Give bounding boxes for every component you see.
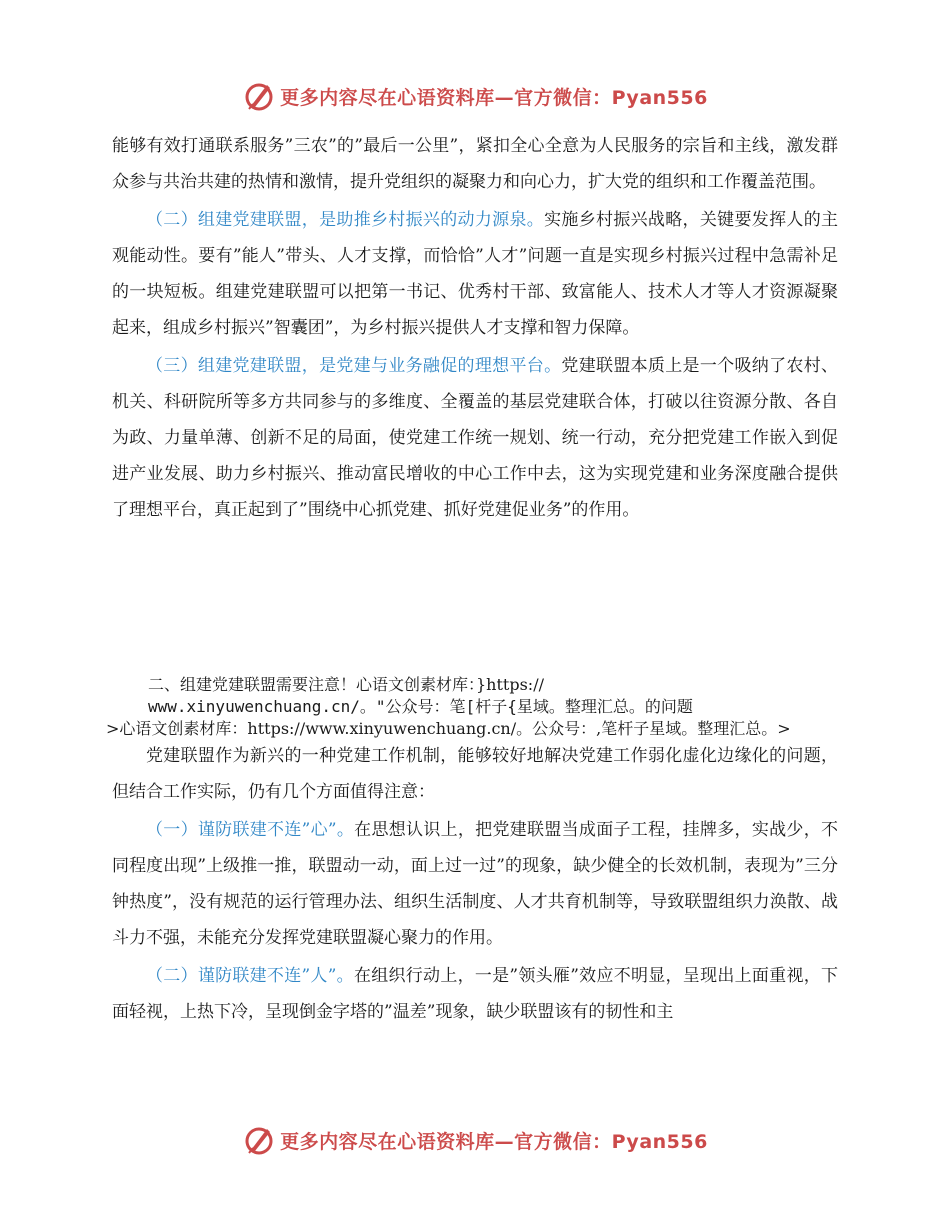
banner-text: 更多内容尽在心语资料库—官方微信：Pyan556 [280,1130,708,1153]
paragraph-6-heading: （二）谨防联建不连”人”。 [146,966,354,986]
section-two-heading-line-2: www.xinyuwenchuang.cn/。"公众号：笔[杆子{星域。整理汇总。的问题 [148,697,693,716]
section-two-heading-line-3: >心语文创素材库：https://www.xinyuwenchuang.cn/。公众号：,笔杆子星域。整理汇总。> [106,719,791,738]
quill-logo-icon [242,79,276,113]
paragraph-6-body: 在组织行动上，一是”领头雁”效应不明显，呈现出上面重视，下面轻视，上热下冷，呈现倒金字塔的”温差”现象，缺少联盟该有的韧性和主 [112,966,838,1022]
document-body-top [112,128,838,528]
paragraph-3 [112,348,838,528]
paragraph-6 [112,958,838,1030]
paragraph-2-body: 实施乡村振兴战略，关键要发挥人的主观能动性。要有”能人”带头、人才支撑，而恰恰”人才”问题一直是实现乡村振兴过程中急需补足的一块短板。组建党建联盟可以把第一书记、优秀村干部、致富能人、技术人才等人才资源凝聚起来，组成乡村振兴”智囊团”，为乡村振兴提供人才支撑和智力保障。 [112,210,839,338]
paragraph-2-heading: （二）组建党建联盟，是助推乡村振兴的动力源泉。 [146,210,545,230]
paragraph-5 [112,812,838,956]
document-body-bottom [112,738,838,1030]
paragraph-3-body: 党建联盟本质上是一个吸纳了农村、机关、科研院所等多方共同参与的多维度、全覆盖的基层党建联合体，打破以往资源分散、各自为政、力量单薄、创新不足的局面，使党建工作统一规划、统一行动，充分把党建工作嵌入到促进产业发展、助力乡村振兴、推动富民增收的中心工作中去，这为实现党建和业务深度融合提供了理想平台，真正起到了”围绕中心抓党建、抓好党建促业务”的作用。 [112,356,839,520]
paragraph-3-heading: （三）组建党建联盟，是党建与业务融促的理想平台。 [146,356,562,376]
paragraph-4: 党建联盟作为新兴的一种党建工作机制，能够较好地解决党建工作弱化虚化边缘化的问题，但结合工作实际，仍有几个方面值得注意： [112,746,838,802]
paragraph-2 [112,202,838,346]
paragraph-1: 能够有效打通联系服务”三农”的”最后一公里”，紧扣全心全意为人民服务的宗旨和主线，激发群众参与共治共建的热情和激情，提升党组织的凝聚力和向心力，扩大党的组织和工作覆盖范围。 [112,136,838,192]
header-banner [0,76,950,116]
banner-text: 更多内容尽在心语资料库—官方微信：Pyan556 [280,86,708,109]
quill-logo-icon [242,1123,276,1157]
section-two-heading-line-1: 二、组建党建联盟需要注意！心语文创素材库：}https:// [148,675,544,694]
paragraph-5-body: 在思想认识上，把党建联盟当成面子工程，挂牌多，实战少，不同程度出现”上级推一推，联盟动一动，面上过一过”的现象，缺少健全的长效机制，表现为”三分钟热度”，没有规范的运行管理办法、组织生活制度、人才共育机制等，导致联盟组织力涣散、战斗力不强，未能充分发挥党建联盟凝心聚力的作用。 [112,820,838,948]
footer-banner [0,1120,950,1160]
paragraph-5-heading: （一）谨防联建不连”心”。 [146,820,355,840]
